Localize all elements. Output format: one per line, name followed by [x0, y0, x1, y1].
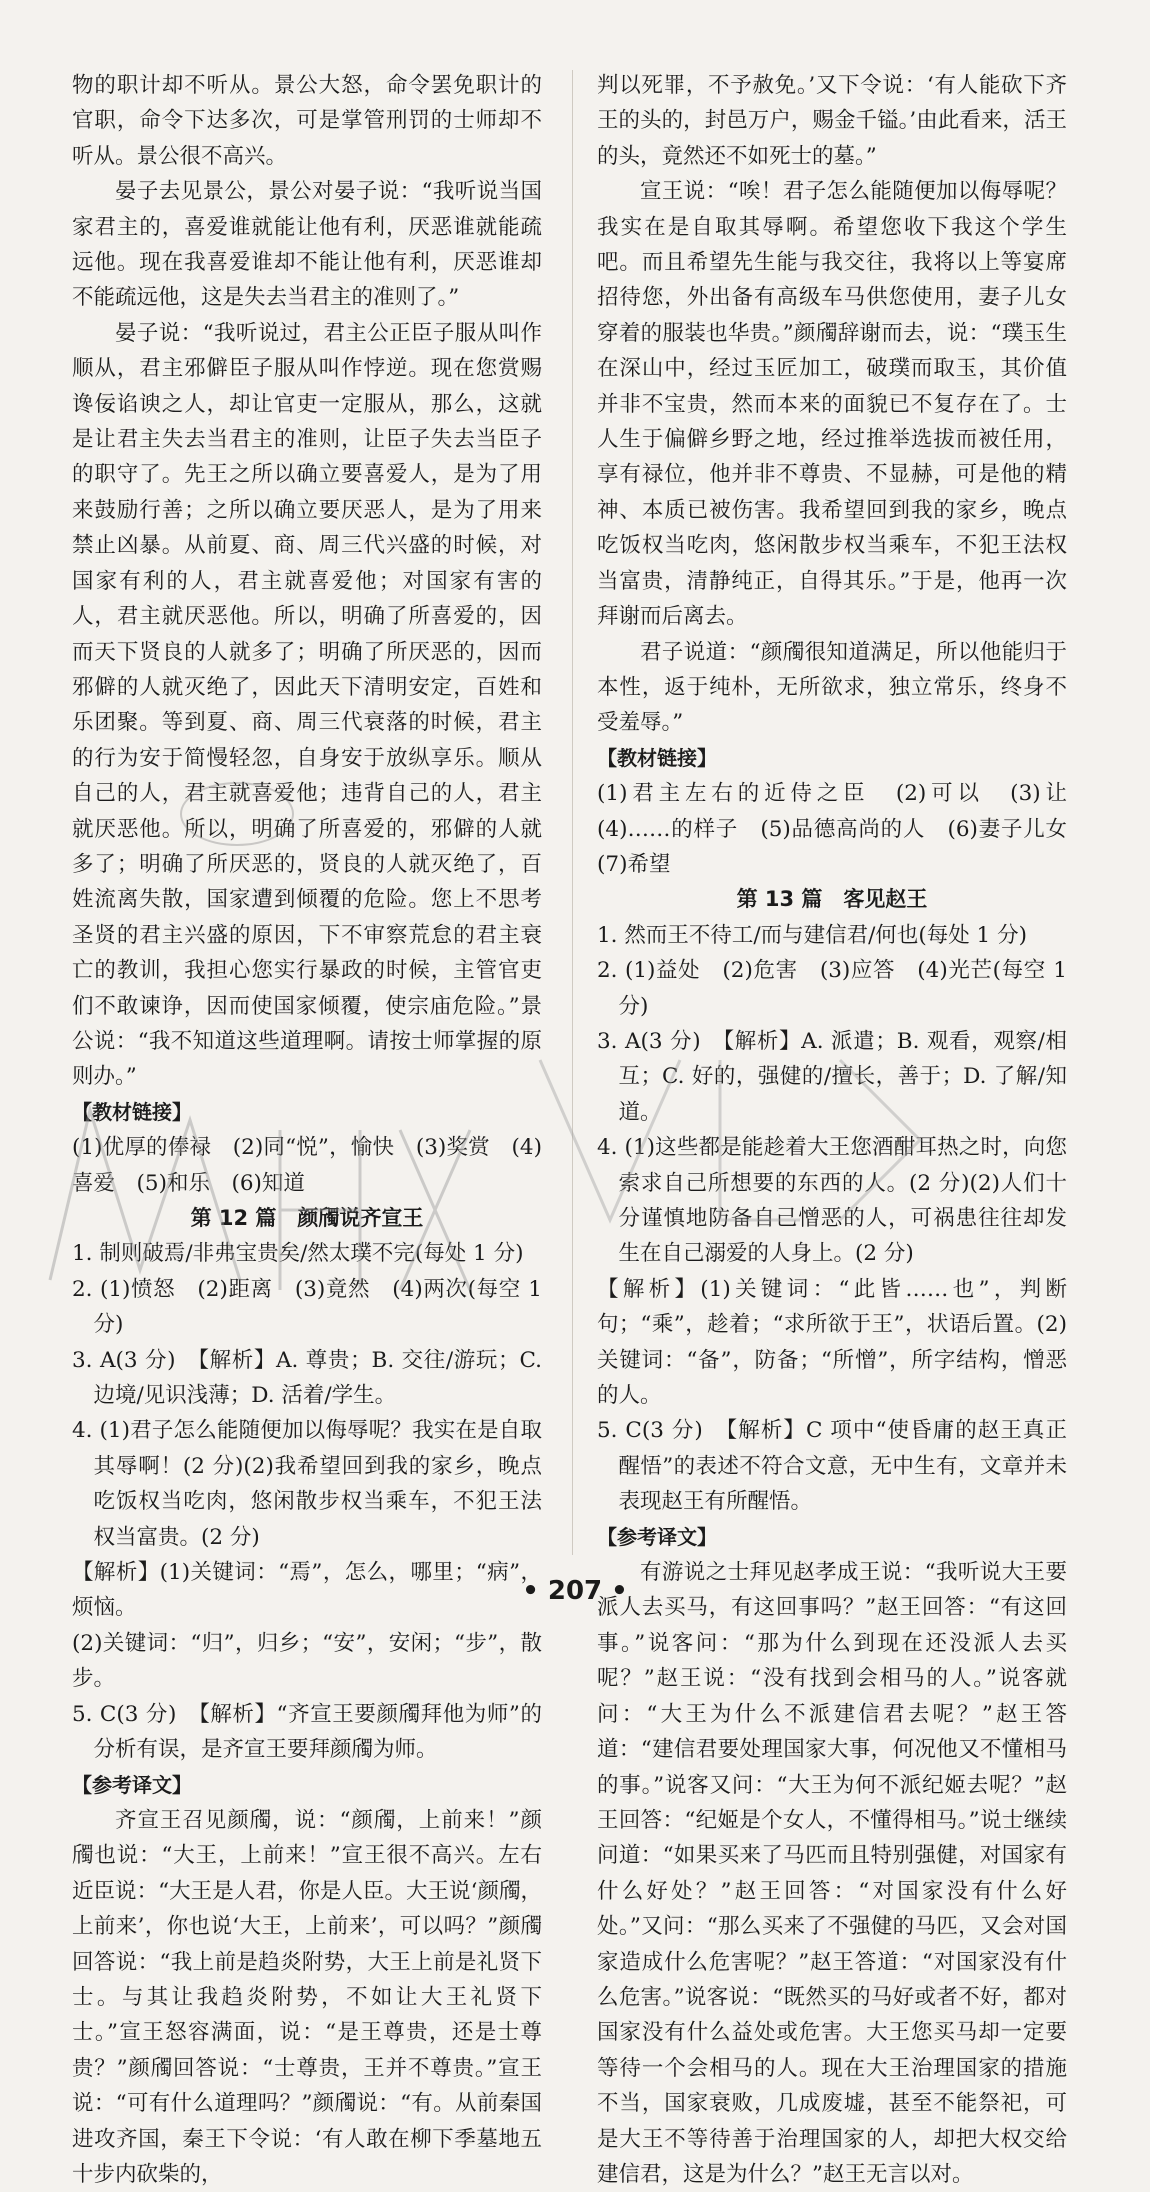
- translation-heading: 【参考译文】: [597, 1524, 717, 1549]
- paragraph: 晏子说：“我听说过，君主公正臣子服从叫作顺从，君主邪僻臣子服从叫作悖逆。现在您赏赐谗佞谄谀之人，却让官吏一定服从，那么，这就是让君主失去当君主的准则，让臣子失去当臣子的职守了。先王之所以确立要喜爱人，是为了用来鼓励行善；之所以确立要厌恶人，是为了用来禁止凶暴。从前夏、商、周三代兴盛的时候，对国家有利的人，君主就喜爱他；对国家有害的人，君主就厌恶他。所以，明确了所喜爱的，因而天下贤良的人就多了；明确了所厌恶的，因而邪僻的人就灭绝了，因此天下清明安定，百姓和乐团聚。等到夏、商、周三代衰落的时候，君主的行为安于简慢轻忽，自身安于放纵享乐。顺从自己的人，君主就喜爱他；违背自己的人，君主就厌恶他。所以，明确了所喜爱的，邪僻的人就多了；明确了所厌恶的，贤良的人就灭绝了，百姓流离失散，国家遭到倾覆的危险。您上不思考圣贤的君主兴盛的原因，下不审察荒怠的君主衰亡的教训，我担心您实行暴政的时候，主管官吏们不敢谏诤，因而使国家倾覆，使宗庙危险。”景公说：“我不知道这些道理啊。请按士师掌握的原则办。”: [72, 320, 542, 1090]
- analysis-note: (2)关键词：“归”，归乡；“安”，安闲；“步”，散步。: [72, 1630, 542, 1692]
- textbook-link-text: (1)优厚的俸禄 (2)同“悦”，愉快 (3)奖赏 (4)喜爱 (5)和乐 (6)知道: [72, 1135, 542, 1196]
- translation-text: 有游说之士拜见赵孝成王说：“我听说大王要派人去买马，有这回事吗？”赵王回答：“有这回事。”说客问：“那为什么到现在还没派人去买呢？”赵王说：“没有找到会相马的人。”说客就问：“大王为什么不派建信君去呢？”赵王答道：“建信君要处理国家大事，何况他又不懂相马的事。”说客又问：“大王为何不派纪姬去呢？”赵王回答：“纪姬是个女人，不懂得相马。”说士继续问道：“如果买来了马匹而且特别强健，对国家有什么好处？”赵王回答：“对国家没有什么好处。”又问：“那么买来了不强健的马匹，又会对国家造成什么危害呢？”赵王答道：“对国家没有什么危害。”说客说：“既然买的马好或者不好，都对国家没有什么益处或危害。大王您买马却一定要等待一个会相马的人。现在大王治理国家的措施不当，国家衰败，几成废墟，甚至不能祭祀，可是大王不等待善于治理国家的人，却把大权交给建信君，这是为什么？”赵王无言以对。: [597, 1560, 1067, 2187]
- section-title-12: 第 12 篇 颜斶说齐宣王: [190, 1206, 424, 1230]
- analysis-note: 【解析】(1)关键词：“焉”，怎么，哪里；“病”，烦恼。: [72, 1560, 542, 1621]
- section-title-13: 第 13 篇 客见赵王: [736, 887, 928, 912]
- paragraph: 晏子去见景公，景公对晏子说：“我听说当国家君主的，喜爱谁就能让他有利，厌恶谁就能疏远他。现在我喜爱谁却不能让他有利，厌恶谁却不能疏远他，这是失去当君主的准则了。”: [72, 179, 542, 311]
- answer-item: 3. A(3 分) 【解析】A. 派遣；B. 观看，观察/相互；C. 好的，强健的/擅长，善于；D. 了解/知道。: [597, 1028, 1067, 1125]
- page-number: • 207 •: [522, 1576, 628, 1606]
- answer-item: 5. C(3 分) 【解析】“齐宣王要颜斶拜他为师”的分析有误，是齐宣王要拜颜斶为师。: [72, 1701, 542, 1763]
- analysis-note: 【解析】(1)关键词：“此皆……也”，判断句；“乘”，趁着；“求所欲于王”，状语后置。(2)关键词：“备”，防备；“所憎”，所字结构，憎恶的人。: [597, 1276, 1067, 1409]
- textbook-link-heading: 【教材链接】: [597, 745, 717, 770]
- answer-item: 1. 然而王不待工/而与建信君/何也(每处 1 分): [597, 922, 1027, 948]
- translation-heading: 【参考译文】: [72, 1772, 192, 1797]
- answer-item: 2. (1)益处 (2)危害 (3)应答 (4)光芒(每空 1 分): [597, 958, 1067, 1019]
- paragraph: 物的职计却不听从。景公大怒，命令罢免职计的官职，命令下达多次，可是掌管刑罚的士师却不听从。景公很不高兴。: [72, 73, 542, 169]
- right-column: [597, 68, 1089, 2192]
- answer-item: 4. (1)这些都是能趁着大王您酒酣耳热之时，向您索求自己所想要的东西的人。(2 分)(2)人们十分谨慎地防备自己憎恶的人，可祸患往往却发生在自己溺爱的人身上。(2 分): [597, 1135, 1067, 1267]
- paragraph: 君子说道：“颜斶很知道满足，所以他能归于本性，返于纯朴，无所欲求，独立常乐，终身不受羞辱。”: [597, 639, 1067, 736]
- textbook-link-text: (1)君主左右的近侍之臣 (2)可以 (3)让 (4)……的样子 (5)品德高尚的人 (6)妻子儿女 (7)希望: [597, 781, 1089, 877]
- translation-text: 齐宣王召见颜斶，说：“颜斶，上前来！”颜斶也说：“大王，上前来！”宣王很不高兴。左右近臣说：“大王是人君，你是人臣。大王说‘颜斶，上前来’，你也说‘大王，上前来’，可以吗？”颜斶回答说：“我上前是趋炎附势，大王上前是礼贤下士。与其让我趋炎附势，不如让大王礼贤下士。”宣王怒容满面，说：“是王尊贵，还是士尊贵？”颜斶回答说：“士尊贵，王并不尊贵。”宣王说：“可有什么道理吗？”颜斶说：“有。从前秦国进攻齐国，秦王下令说：‘有人敢在柳下季墓地五十步内砍柴的，: [72, 1807, 542, 2187]
- answer-item: 3. A(3 分) 【解析】A. 尊贵；B. 交往/游玩；C. 边境/见识浅薄；D. 活着/学生。: [72, 1347, 542, 1409]
- column-divider: [572, 70, 573, 1555]
- answer-item: 5. C(3 分) 【解析】C 项中“使昏庸的赵王真正醒悟”的表述不符合文意，无中生有，文章并未表现赵王有所醒悟。: [597, 1418, 1067, 1515]
- answer-item: 2. (1)愤怒 (2)距离 (3)竟然 (4)两次(每空 1 分): [72, 1276, 542, 1338]
- answer-item: 1. 制则破焉/非弗宝贵矣/然太璞不完(每处 1 分): [72, 1241, 524, 1267]
- paragraph: 宣王说：“唉！君子怎么能随便加以侮辱呢？我实在是自取其辱啊。希望您收下我这个学生吧。而且希望先生能与我交往，我将以上等宴席招待您，外出备有高级车马供您使用，妻子儿女穿着的服装也华贵。”颜斶辞谢而去，说：“璞玉生在深山中，经过玉匠加工，破璞而取玉，其价值并非不宝贵，然而本来的面貌已不复存在了。士人生于偏僻乡野之地，经过推举选拔而被任用，享有禄位，他并非不尊贵、不显赫，可是他的精神、本质已被伤害。我希望回到我的家乡，晚点吃饭权当吃肉，悠闲散步权当乘车，不犯王法权当富贵，清静纯正，自得其乐。”于是，他再一次拜谢而后离去。: [597, 179, 1067, 630]
- paragraph: 判以死罪，不予赦免。’又下令说：‘有人能砍下齐王的头的，封邑万户，赐金千镒。’由此看来，活王的头，竟然还不如死士的墓。”: [597, 73, 1067, 169]
- faint-stamp-mark: [180, 782, 294, 846]
- left-column: [72, 68, 542, 2192]
- answer-item: 4. (1)君子怎么能随便加以侮辱呢？我实在是自取其辱啊！(2 分)(2)我希望回到我的家乡，晚点吃饭权当吃肉，悠闲散步权当乘车，不犯王法权当富贵。(2 分): [72, 1418, 542, 1550]
- textbook-link-heading: 【教材链接】: [72, 1099, 192, 1124]
